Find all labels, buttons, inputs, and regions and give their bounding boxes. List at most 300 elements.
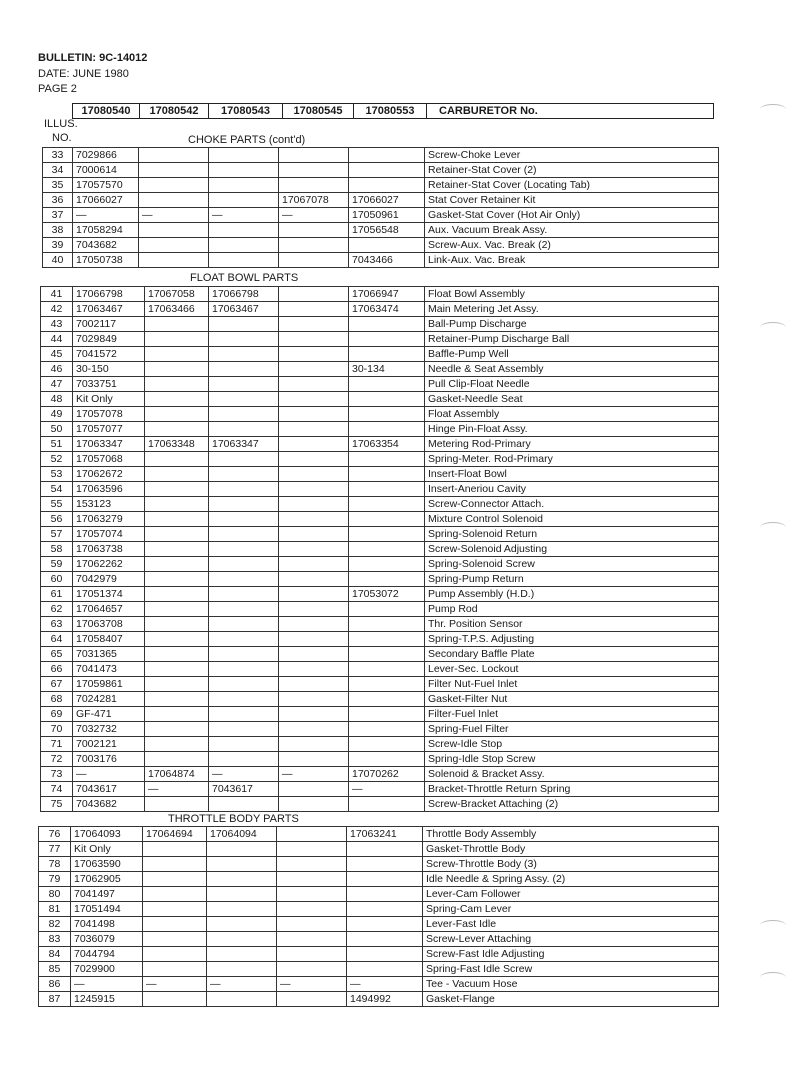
part-number-cell: — [209,767,279,782]
part-number-cell [145,632,209,647]
part-description-cell: Insert-Aneriou Cavity [425,482,719,497]
part-description-cell: Retainer-Stat Cover (Locating Tab) [425,178,719,193]
part-number-cell [145,797,209,812]
part-number-cell [209,347,279,362]
part-number-cell: 7041498 [71,917,143,932]
part-number-cell: — [71,977,143,992]
part-number-cell [209,178,279,193]
part-number-cell: 17057078 [73,407,145,422]
illus-number-cell: 64 [41,632,73,647]
table-row [43,253,719,268]
part-number-cell [143,947,207,962]
part-number-cell [349,392,425,407]
part-number-cell: 17058294 [73,223,139,238]
part-number-cell [347,857,423,872]
part-number-cell: 7036079 [71,932,143,947]
part-number-cell [349,512,425,527]
part-number-cell [209,332,279,347]
part-number-cell: 7002121 [73,737,145,752]
part-number-cell [279,347,349,362]
table-row [39,947,719,962]
parts-table-choke [42,147,719,268]
part-number-cell [279,632,349,647]
part-number-cell [145,527,209,542]
table-row [43,193,719,208]
part-description-cell: Gasket-Stat Cover (Hot Air Only) [425,208,719,223]
illus-number-cell: 41 [41,287,73,302]
part-description-cell: Screw-Choke Lever [425,148,719,163]
part-number-cell [279,707,349,722]
illus-number-cell: 81 [39,902,71,917]
illus-number-cell: 70 [41,722,73,737]
part-number-cell: 17063596 [73,482,145,497]
part-description-cell: Ball-Pump Discharge [425,317,719,332]
part-number-cell [139,148,209,163]
part-number-cell [209,602,279,617]
part-number-cell [145,617,209,632]
part-number-cell [209,422,279,437]
part-number-cell [143,917,207,932]
table-row [41,317,719,332]
part-description-cell: Screw-Fast Idle Adjusting [423,947,719,962]
part-number-cell: 17063241 [347,827,423,842]
part-number-cell [207,872,277,887]
illus-label: ILLUS. [44,118,78,130]
illus-number-cell: 51 [41,437,73,452]
part-number-cell: 7002117 [73,317,145,332]
table-row [41,737,719,752]
part-number-cell: 17067058 [145,287,209,302]
illus-number-cell: 75 [41,797,73,812]
part-description-cell: Retainer-Pump Discharge Ball [425,332,719,347]
table-row [43,163,719,178]
part-number-cell [349,148,425,163]
part-description-cell: Needle & Seat Assembly [425,362,719,377]
illus-number-cell: 68 [41,692,73,707]
part-number-cell [279,797,349,812]
section-title-float-bowl: FLOAT BOWL PARTS [190,272,299,284]
bulletin-date: DATE: JUNE 1980 [38,68,129,80]
table-row [39,992,719,1007]
table-row [41,407,719,422]
part-number-cell [349,377,425,392]
page-edge-mark [760,972,786,983]
part-number-cell [279,437,349,452]
part-number-cell [209,238,279,253]
part-number-cell: — [209,208,279,223]
part-number-cell [145,737,209,752]
part-description-cell: Pump Rod [425,602,719,617]
part-description-cell: Spring-Cam Lever [423,902,719,917]
part-number-cell [145,482,209,497]
part-number-cell [279,542,349,557]
part-number-cell [209,497,279,512]
part-number-cell [145,557,209,572]
part-number-cell [209,662,279,677]
part-number-cell: 17066027 [349,193,425,208]
illus-number-cell: 61 [41,587,73,602]
part-number-cell [209,542,279,557]
part-description-cell: Hinge Pin-Float Assy. [425,422,719,437]
part-number-cell [349,542,425,557]
table-row [41,437,719,452]
part-number-cell [279,178,349,193]
part-number-cell: 7042979 [73,572,145,587]
part-number-cell [279,752,349,767]
part-number-cell: 7043466 [349,253,425,268]
part-number-cell [139,223,209,238]
illus-number-cell: 45 [41,347,73,362]
part-number-cell [277,947,347,962]
part-number-cell: 17070262 [349,767,425,782]
part-number-cell [279,163,349,178]
table-row [39,902,719,917]
table-row [41,647,719,662]
part-number-cell [277,872,347,887]
part-number-cell [349,722,425,737]
part-number-cell [279,662,349,677]
part-number-cell [349,238,425,253]
part-number-cell: 17053072 [349,587,425,602]
part-number-cell: 7041497 [71,887,143,902]
part-number-cell [279,482,349,497]
part-number-cell [349,737,425,752]
illus-number-cell: 72 [41,752,73,767]
part-number-cell [209,587,279,602]
part-number-cell: 17057074 [73,527,145,542]
part-number-cell [349,647,425,662]
part-number-cell [277,992,347,1007]
table-row [41,602,719,617]
part-number-cell [139,178,209,193]
part-description-cell: Lever-Cam Follower [423,887,719,902]
part-number-cell: 17058407 [73,632,145,647]
part-number-cell [145,662,209,677]
table-row [41,332,719,347]
table-row [43,238,719,253]
part-description-cell: Insert-Float Bowl [425,467,719,482]
part-number-cell: 17064874 [145,767,209,782]
part-number-cell: — [145,782,209,797]
part-number-cell [143,857,207,872]
part-number-cell [207,962,277,977]
part-description-cell: Mixture Control Solenoid [425,512,719,527]
part-number-cell: — [73,208,139,223]
part-number-cell: 17062672 [73,467,145,482]
illus-number-cell: 63 [41,617,73,632]
illus-number-cell: 83 [39,932,71,947]
part-number-cell: 7043617 [73,782,145,797]
part-number-cell [209,617,279,632]
part-number-cell: — [347,977,423,992]
part-number-cell [145,692,209,707]
part-description-cell: Metering Rod-Primary [425,437,719,452]
part-number-cell [145,362,209,377]
part-number-cell [277,887,347,902]
part-number-cell [279,722,349,737]
part-number-cell [279,287,349,302]
table-row [41,542,719,557]
part-description-cell: Spring-Meter. Rod-Primary [425,452,719,467]
part-number-cell [209,148,279,163]
part-number-cell [349,752,425,767]
part-description-cell: Retainer-Stat Cover (2) [425,163,719,178]
part-number-cell [349,557,425,572]
part-number-cell [207,887,277,902]
illus-number-cell: 85 [39,962,71,977]
part-number-cell [209,163,279,178]
illus-number-cell: 87 [39,992,71,1007]
part-number-cell [139,193,209,208]
parts-table-throttle-body [38,826,719,1007]
part-description-cell: Link-Aux. Vac. Break [425,253,719,268]
part-number-cell [347,947,423,962]
part-number-cell [145,572,209,587]
part-number-cell: 1245915 [71,992,143,1007]
part-number-cell [209,752,279,767]
part-number-cell [209,407,279,422]
part-number-cell: 7043682 [73,797,145,812]
part-number-cell [349,617,425,632]
part-number-cell: 17064094 [207,827,277,842]
part-description-cell: Thr. Position Sensor [425,617,719,632]
part-number-cell [279,377,349,392]
part-number-cell [209,467,279,482]
part-number-cell [277,842,347,857]
table-row [43,178,719,193]
part-number-cell [279,422,349,437]
table-row [39,827,719,842]
part-number-cell [143,932,207,947]
page-edge-mark [760,322,786,333]
part-number-cell [349,422,425,437]
table-row [39,932,719,947]
part-number-cell [279,223,349,238]
part-number-cell: 30-150 [73,362,145,377]
part-number-cell [347,887,423,902]
part-description-cell: Gasket-Filter Nut [425,692,719,707]
table-row [41,302,719,317]
part-number-cell [207,992,277,1007]
part-number-cell [145,677,209,692]
illus-number-cell: 65 [41,647,73,662]
part-number-cell [145,752,209,767]
table-row [41,572,719,587]
part-number-cell [145,317,209,332]
part-number-cell: 17050961 [349,208,425,223]
part-number-cell: 17056548 [349,223,425,238]
column-header: 17080540 [73,104,140,119]
table-row [41,557,719,572]
part-description-cell: Spring-Solenoid Return [425,527,719,542]
table-row [41,392,719,407]
part-number-cell [279,467,349,482]
table-row [41,707,719,722]
part-description-cell: Aux. Vacuum Break Assy. [425,223,719,238]
table-row [41,677,719,692]
table-row [41,692,719,707]
part-number-cell [209,223,279,238]
part-number-cell: 17066798 [73,287,145,302]
page-edge-mark [760,920,786,931]
part-number-cell [347,932,423,947]
part-description-cell: Idle Needle & Spring Assy. (2) [423,872,719,887]
table-row [39,842,719,857]
part-number-cell [349,332,425,347]
part-number-cell [347,872,423,887]
part-number-cell: — [73,767,145,782]
part-number-cell [277,962,347,977]
illus-number-cell: 82 [39,917,71,932]
part-number-cell: 17063708 [73,617,145,632]
part-number-cell [349,467,425,482]
illus-number-cell: 79 [39,872,71,887]
column-header: 17080553 [354,104,427,119]
part-number-cell: 17063466 [145,302,209,317]
part-number-cell: 17064093 [71,827,143,842]
part-number-cell [279,148,349,163]
part-number-cell [347,962,423,977]
part-number-cell: 17059861 [73,677,145,692]
part-description-cell: Spring-Pump Return [425,572,719,587]
part-number-cell: 17063474 [349,302,425,317]
part-number-cell [279,392,349,407]
part-number-cell: 17057068 [73,452,145,467]
part-number-cell [209,253,279,268]
part-number-cell [277,827,347,842]
part-number-cell [279,497,349,512]
part-number-cell [209,193,279,208]
part-number-cell [349,662,425,677]
illus-number-cell: 33 [43,148,73,163]
part-number-cell [209,377,279,392]
part-number-cell: 17066798 [209,287,279,302]
part-number-cell [279,512,349,527]
table-row [43,223,719,238]
table-row [41,347,719,362]
part-number-cell [143,887,207,902]
table-row [41,587,719,602]
part-number-cell [349,317,425,332]
part-number-cell: 17067078 [279,193,349,208]
part-description-cell: Throttle Body Assembly [423,827,719,842]
part-number-cell: 17063279 [73,512,145,527]
carburetor-no-header: CARBURETOR No. [427,104,714,119]
part-number-cell [279,332,349,347]
part-number-cell [349,178,425,193]
part-number-cell [279,677,349,692]
part-number-cell [279,557,349,572]
illus-number-cell: 78 [39,857,71,872]
part-description-cell: Lever-Fast Idle [423,917,719,932]
part-description-cell: Screw-Throttle Body (3) [423,857,719,872]
table-row [41,752,719,767]
part-description-cell: Gasket-Needle Seat [425,392,719,407]
part-description-cell: Screw-Aux. Vac. Break (2) [425,238,719,253]
illus-number-cell: 44 [41,332,73,347]
section-title-choke: CHOKE PARTS (cont'd) [188,134,306,146]
part-number-cell: 17062262 [73,557,145,572]
part-number-cell: 7043682 [73,238,139,253]
page-edge-mark [760,104,786,115]
illus-number-cell: 57 [41,527,73,542]
illus-number-cell: 55 [41,497,73,512]
part-number-cell: — [277,977,347,992]
part-description-cell: Filter Nut-Fuel Inlet [425,677,719,692]
illus-number-cell: 67 [41,677,73,692]
part-number-cell [277,902,347,917]
part-description-cell: Pump Assembly (H.D.) [425,587,719,602]
part-number-cell [277,917,347,932]
part-number-cell [209,482,279,497]
part-number-cell [209,392,279,407]
illus-number-cell: 59 [41,557,73,572]
part-number-cell [279,782,349,797]
part-number-cell [349,692,425,707]
part-number-cell [347,917,423,932]
illus-number-cell: 46 [41,362,73,377]
illus-number-cell: 40 [43,253,73,268]
part-number-cell [207,947,277,962]
part-number-cell: 17050738 [73,253,139,268]
table-row [41,467,719,482]
part-description-cell: Lever-Sec. Lockout [425,662,719,677]
carburetor-column-header [72,103,714,119]
illus-number-cell: 52 [41,452,73,467]
part-number-cell [279,527,349,542]
illus-number-cell: 37 [43,208,73,223]
illus-number-cell: 35 [43,178,73,193]
part-number-cell [145,377,209,392]
part-number-cell: — [349,782,425,797]
part-number-cell [145,542,209,557]
part-number-cell [209,362,279,377]
part-description-cell: Spring-Fast Idle Screw [423,962,719,977]
part-description-cell: Tee - Vacuum Hose [423,977,719,992]
part-number-cell [143,842,207,857]
part-number-cell [207,917,277,932]
part-number-cell [349,452,425,467]
table-row [41,482,719,497]
part-number-cell [207,902,277,917]
table-row [39,872,719,887]
part-number-cell: 17062905 [71,872,143,887]
part-number-cell [145,467,209,482]
illus-number-cell: 39 [43,238,73,253]
illus-number-cell: 34 [43,163,73,178]
table-row [41,797,719,812]
table-row [41,767,719,782]
table-row [43,208,719,223]
illus-number-cell: 62 [41,602,73,617]
part-number-cell [209,572,279,587]
bulletin-number: BULLETIN: 9C-14012 [38,52,148,64]
part-number-cell [143,872,207,887]
illus-number-cell: 73 [41,767,73,782]
part-number-cell [145,392,209,407]
part-description-cell: Gasket-Flange [423,992,719,1007]
part-description-cell: Gasket-Throttle Body [423,842,719,857]
part-description-cell: Screw-Idle Stop [425,737,719,752]
part-number-cell [209,317,279,332]
part-number-cell [145,722,209,737]
part-number-cell: 7043617 [209,782,279,797]
part-number-cell: 7031365 [73,647,145,662]
part-number-cell: 153123 [73,497,145,512]
illus-number-cell: 50 [41,422,73,437]
part-number-cell [209,452,279,467]
part-number-cell [209,647,279,662]
